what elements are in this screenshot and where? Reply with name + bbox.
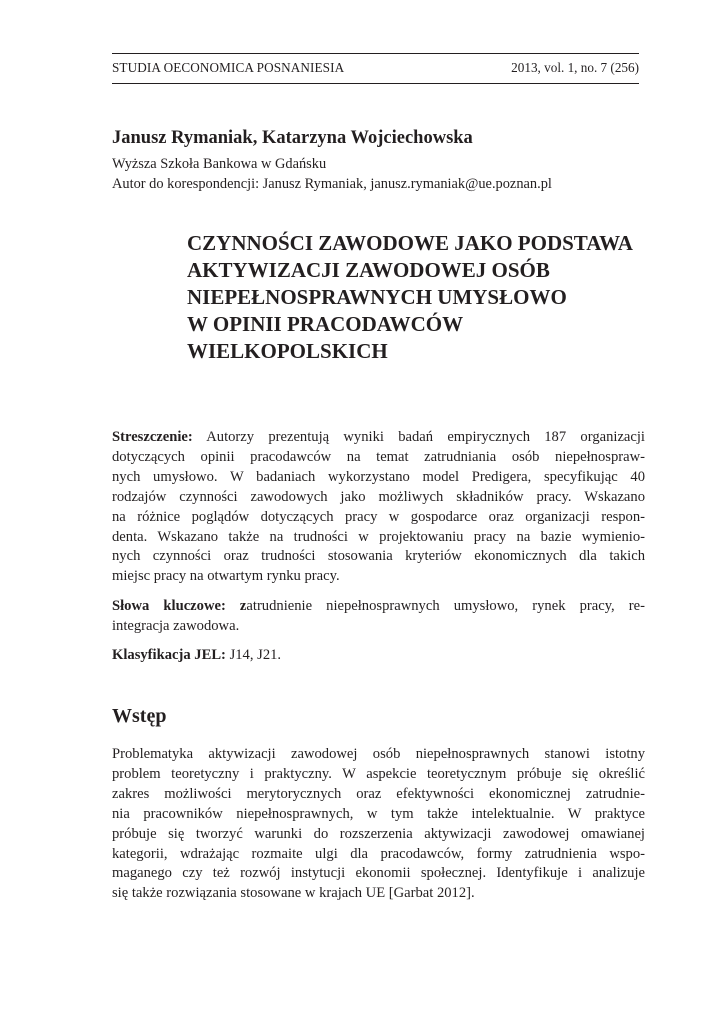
section-heading: Wstęp [112,705,167,727]
keywords-text: atrudnienie niepełnosprawnych umysłowo, rynek pracy, re- [246,598,646,614]
title-line: W OPINII PRACODAWCÓW [187,312,464,336]
abstract-line: rodzajów czynności zawodowych jako możliwych składników pracy. Wskazano [112,488,645,505]
abstract-line [112,428,645,448]
abstract-line: dotyczących opinii pracodawców na temat zatrudniania osób niepełnospraw- [112,448,645,465]
abstract-line: miejsc pracy na otwartym rynku pracy. [112,568,340,585]
keywords-line: integracja zawodowa. [112,617,240,634]
intro-line: próbuje się tworzyć warunki do rozszerzenia aktywizacji zawodowej omawianej [112,825,645,842]
article-title [187,230,657,365]
header-rule-bottom [112,83,639,84]
jel-label: Klasyfikacja JEL: [112,647,226,663]
intro-paragraph [112,745,645,904]
title-line: NIEPEŁNOSPRAWNYCH UMYSŁOWO [187,285,567,309]
title-line: AKTYWIZACJI ZAWODOWEJ OSÓB [187,258,550,282]
title-line: CZYNNOŚCI ZAWODOWE JAKO PODSTAWA [187,231,633,255]
intro-line: problem teoretyczny i praktyczny. W aspekcie teoretycznym próbuje się określić [112,765,645,782]
abstract [112,428,645,587]
keywords-label: Słowa kluczowe: z [112,598,247,614]
jel-classification [112,646,645,666]
title-line: WIELKOPOLSKICH [187,339,388,363]
intro-line: się także rozwiązania stosowane w krajach UE [Garbat 2012]. [112,885,475,902]
affiliation: Wyższa Szkoła Bankowa w Gdańsku [112,156,327,172]
intro-line: nia pracowników niepełnosprawnych, w tym także intelektualnie. W praktyce [112,805,645,822]
jel-line [112,646,645,666]
abstract-text: Autorzy prezentują wyniki badań empirycznych 187 organizacji [192,429,645,445]
affiliation-block [112,154,552,194]
intro-line: kategorii, wdrażając rozmaite ulgi dla pracodawców, formy zatrudnienia wspo- [112,845,645,862]
correspondence: Autor do korespondencji: Janusz Rymaniak, janusz.rymaniak@ue.poznan.pl [112,176,552,192]
authors: Janusz Rymaniak, Katarzyna Wojciechowska [112,128,473,148]
intro-line: zakres możliwości merytorycznych oraz efektywności ekonomicznej zatrudnie- [112,785,645,802]
keywords-line [112,597,645,617]
keywords [112,597,645,637]
abstract-line: nych czynności oraz trudności stosowania kryteriów ekonomicznych dla takich [112,548,645,565]
issue-info: 2013, vol. 1, no. 7 (256) [511,60,639,75]
intro-line: Problematyka aktywizacji zawodowej osób niepełnosprawnych stanowi istotny [112,746,645,762]
journal-name: STUDIA OECONOMICA POSNANIESIA [112,60,345,75]
intro-line: maganego czy też rozwój instytucji ekonomii społecznej. Identyfikuje i analizuje [112,865,645,882]
abstract-line: denta. Wskazano także na trudności w projektowaniu pracy na bazie wymienio- [112,528,645,545]
abstract-line: nych umysłowo. W badaniach wykorzystano model Predigera, specyfikując 40 [112,468,645,485]
abstract-line: na różnice poglądów dotyczących pracy w gospodarce oraz organizacji respon- [112,508,645,525]
jel-value: J14, J21. [225,647,282,663]
abstract-label: Streszczenie: [112,429,193,445]
header-rule-top [112,53,639,54]
